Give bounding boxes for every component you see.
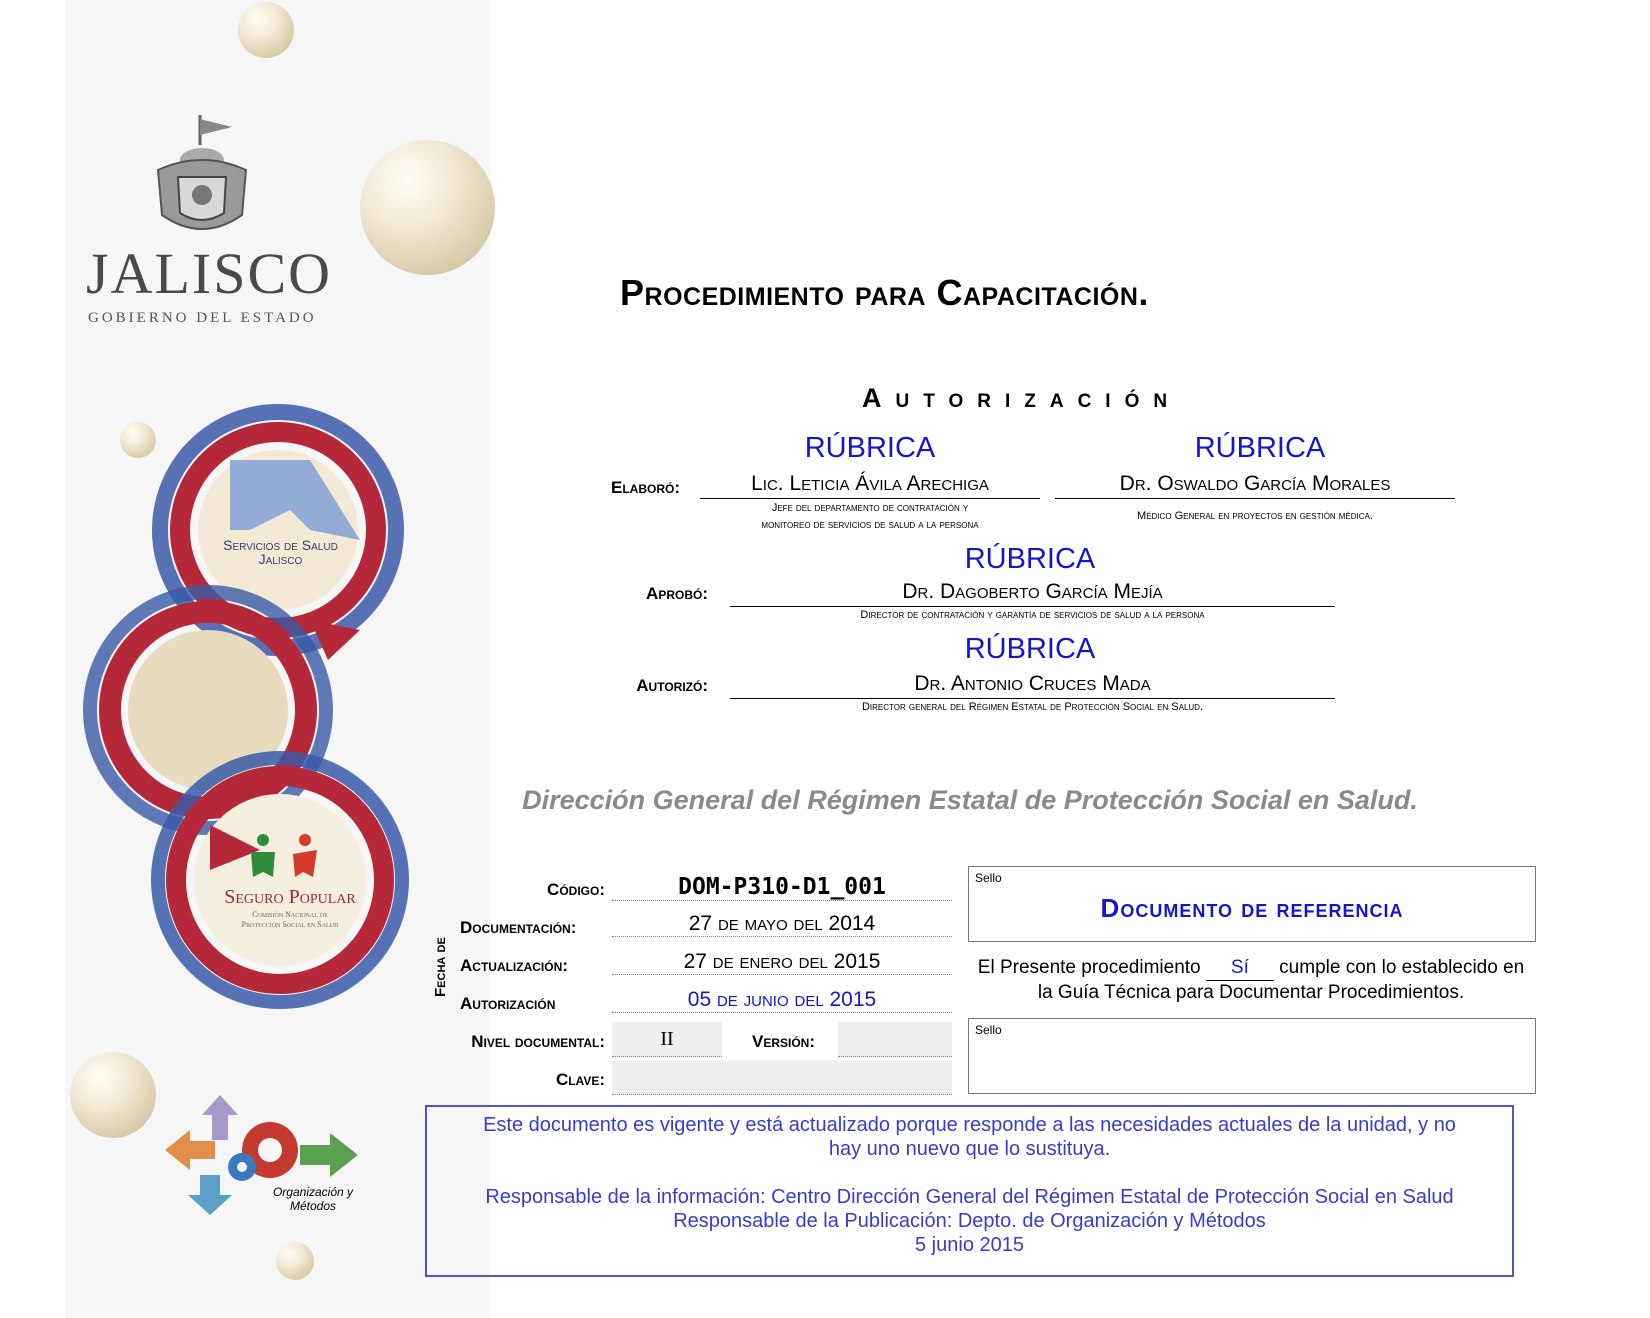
organizacion-metodos-text bbox=[258, 1185, 368, 1213]
reference-document-text: Documento de referencia bbox=[1100, 893, 1404, 923]
documentacion-label: Documentación: bbox=[460, 918, 577, 937]
autorizo-label: Autorizó: bbox=[636, 676, 708, 695]
elaboro-left-position bbox=[700, 500, 1040, 534]
pearl-decoration bbox=[238, 2, 294, 58]
elaboro-left-position-line2: monitoreo de servicios de salud a la persona bbox=[761, 519, 979, 531]
footer-line1: Este documento es vigente y está actualizado porque responde a las necesidades actuales de la unidad, y no bbox=[483, 1114, 1456, 1136]
servicios-logo-line1: Servicios de Salud bbox=[223, 537, 338, 553]
footer-line3: Responsable de la información: Centro Dirección General del Régimen Estatal de Protección Social en Salud bbox=[485, 1186, 1454, 1208]
reference-stamp-box bbox=[968, 866, 1536, 942]
actualizacion-label: Actualización: bbox=[460, 956, 568, 975]
footer-line2: hay uno nuevo que lo sustituya. bbox=[828, 1138, 1111, 1160]
pearl-decoration bbox=[360, 140, 495, 275]
pearl-decoration bbox=[70, 1052, 156, 1138]
department-name: Dirección General del Régimen Estatal de Protección Social en Salud. bbox=[522, 785, 1418, 815]
jalisco-logo-subtitle: GOBIERNO DEL ESTADO bbox=[88, 310, 317, 326]
fecha-de-label: Fecha de bbox=[432, 937, 449, 997]
version-value bbox=[838, 1022, 952, 1057]
compliance-statement bbox=[968, 956, 1534, 1005]
documentacion-value: 27 de mayo del 2014 bbox=[612, 912, 952, 937]
footer-line4: Responsable de la Publicación: Depto. de Organización y Métodos bbox=[673, 1210, 1266, 1232]
nivel-documental-value: II bbox=[612, 1022, 722, 1057]
compliance-before-text: El Presente procedimiento bbox=[977, 957, 1201, 978]
document-title: Procedimiento para Capacitación. bbox=[620, 272, 1149, 313]
nivel-documental-label: Nivel documental: bbox=[471, 1032, 605, 1051]
autorizacion-label: Autorización bbox=[460, 994, 556, 1013]
codigo-value: DOM-P310-D1_001 bbox=[612, 874, 952, 901]
validity-footer-box bbox=[425, 1105, 1514, 1277]
sello-label: Sello bbox=[975, 1023, 1002, 1037]
sello-stamp-box bbox=[968, 1018, 1536, 1094]
om-line2: Métodos bbox=[289, 1199, 337, 1213]
servicios-salud-logo-text bbox=[198, 538, 363, 566]
jalisco-coat-of-arms-icon bbox=[150, 115, 255, 245]
elaboro-label: Elaboró: bbox=[611, 478, 680, 497]
autorizacion-value: 05 de junio del 2015 bbox=[612, 988, 952, 1013]
actualizacion-value: 27 de enero del 2015 bbox=[612, 950, 952, 975]
clave-value bbox=[612, 1060, 952, 1095]
autorizo-position: Director general del Régimen Estatal de Protección Social en Salud. bbox=[861, 701, 1204, 713]
jalisco-logo-title: JALISCO bbox=[86, 241, 333, 306]
seguro-popular-title: Seguro Popular bbox=[224, 886, 356, 908]
seguro-line2: Protección Social en Salud bbox=[241, 920, 339, 929]
aprobo-label: Aprobó: bbox=[646, 584, 708, 603]
seguro-popular-figures-icon bbox=[245, 832, 335, 882]
clave-label: Clave: bbox=[555, 1070, 605, 1089]
aprobo-name: Dr. Dagoberto García Mejía bbox=[730, 580, 1335, 607]
aprobo-position: Director de contratación y garantía de servicios de salud a la persona bbox=[860, 609, 1205, 621]
compliance-line1 bbox=[968, 956, 1534, 981]
elaboro-right-position: Médico General en proyectos en gestión médica. bbox=[1137, 510, 1373, 522]
sello-label: Sello bbox=[975, 871, 1002, 885]
authorization-heading: Autorización bbox=[862, 383, 1182, 413]
elaboro-left-position-line1: Jefe del departamento de contratación y bbox=[771, 502, 969, 514]
elaboro-right-rubrica: RÚBRICA bbox=[1194, 432, 1326, 464]
pearl-decoration bbox=[276, 1242, 314, 1280]
seguro-popular-subtitle bbox=[215, 910, 365, 930]
elaboro-left-rubrica: RÚBRICA bbox=[804, 432, 936, 464]
footer-line5: 5 junio 2015 bbox=[915, 1234, 1024, 1256]
autorizo-rubrica: RÚBRICA bbox=[964, 633, 1096, 665]
compliance-after-text: cumple con lo establecido en bbox=[1279, 957, 1525, 978]
compliance-value: Sí bbox=[1206, 956, 1274, 981]
version-label: Versión: bbox=[751, 1032, 815, 1051]
autorizo-name: Dr. Antonio Cruces Mada bbox=[730, 672, 1335, 699]
servicios-logo-line2: Jalisco bbox=[258, 551, 303, 567]
elaboro-left-name: Lic. Leticia Ávila Arechiga bbox=[700, 472, 1040, 499]
elaboro-right-name: Dr. Oswaldo García Morales bbox=[1055, 472, 1455, 499]
seguro-line1: Comisión Nacional de bbox=[252, 910, 328, 919]
aprobo-rubrica: RÚBRICA bbox=[964, 543, 1096, 575]
compliance-line2: la Guía Técnica para Documentar Procedimientos. bbox=[1037, 982, 1465, 1003]
codigo-label: Código: bbox=[547, 880, 605, 899]
om-line1: Organización y bbox=[272, 1185, 354, 1199]
